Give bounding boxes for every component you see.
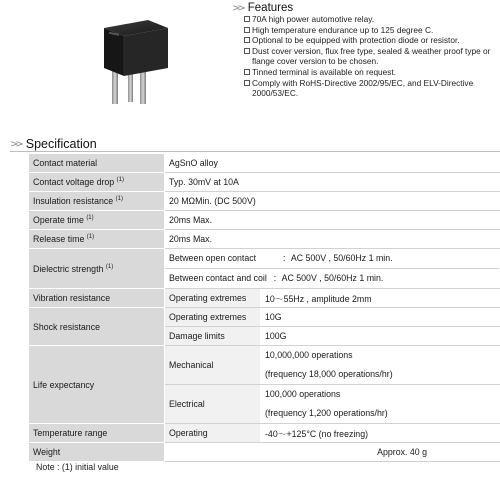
row-value: Approx. 40 g <box>165 443 500 462</box>
specification-table <box>28 153 500 462</box>
table-row <box>29 308 500 327</box>
specification-title: Specification <box>25 137 97 151</box>
row-label: Shock resistance <box>29 308 165 346</box>
checkbox-icon <box>244 48 250 54</box>
row-label: Contact voltage drop $^{(1)}$ <box>29 173 165 192</box>
table-row <box>29 230 500 249</box>
row-label: Insulation resistance $^{(1)}$ <box>29 192 165 211</box>
row-value: 10G <box>261 308 500 327</box>
table-row <box>29 249 500 289</box>
row-value: Between open contact ：AC 500V , 50/60Hz 1 min. Between contact and coil ：AC 500V , 50/60Hz 1 min. <box>165 249 500 289</box>
row-value: 100,000 operations (frequency 1,200 operations/hr) <box>261 385 500 424</box>
row-condition: Mechanical <box>165 346 261 385</box>
feature-item: 70A high power automotive relay. <box>244 14 500 25</box>
table-row <box>29 192 500 211</box>
checkbox-icon <box>244 27 250 33</box>
table-row <box>29 211 500 230</box>
checkbox-icon <box>244 16 250 22</box>
row-condition: Electrical <box>165 385 261 424</box>
footnote-marker: (1) <box>115 196 123 203</box>
row-label: Temperature range <box>29 424 165 443</box>
feature-item: Comply with RoHS-Directive 2002/95/EC, and ELV-Directive 2000/53/EC. <box>244 78 500 99</box>
row-value: 20ms Max. <box>165 230 500 249</box>
table-row <box>29 346 500 385</box>
row-label: Dielectric strength $^{(1)}$ <box>29 249 165 289</box>
feature-item: High temperature endurance up to 125 degree C. <box>244 25 500 36</box>
row-condition: Damage limits <box>165 327 261 346</box>
checkbox-icon <box>244 80 250 86</box>
row-value: 10,000,000 operations (frequency 18,000 operations/hr) <box>261 346 500 385</box>
row-label: Vibration resistance <box>29 289 165 308</box>
footnote-marker: (1) <box>116 177 124 184</box>
feature-item: Dust cover version, flux free type, sealed & weather proof type or flange cover version to be chosen. <box>244 46 500 67</box>
row-condition: Operating extremes <box>165 308 261 327</box>
feature-item: Tinned terminal is available on request. <box>244 67 500 78</box>
footnote: Note : (1) initial value <box>36 462 119 472</box>
features-list <box>244 14 500 99</box>
row-value: 20 MΩMin. (DC 500V) <box>165 192 500 211</box>
table-row <box>29 443 500 462</box>
row-label: Release time $^{(1)}$ <box>29 230 165 249</box>
table-row <box>29 173 500 192</box>
row-label: Life expectancy <box>29 346 165 424</box>
double-chevron-icon: >> <box>232 2 243 14</box>
footnote-marker: (1) <box>105 263 114 270</box>
relay-product-image <box>96 14 178 106</box>
feature-item: Optional to be equipped with protection diode or resistor. <box>244 35 500 46</box>
checkbox-icon <box>244 37 250 43</box>
row-value: AgSnO alloy <box>165 154 500 173</box>
footnote-marker: (1) <box>86 234 95 241</box>
row-value: 20ms Max. <box>165 211 500 230</box>
row-label: Weight <box>29 443 165 462</box>
table-row <box>29 154 500 173</box>
footnote-marker: (1) <box>86 215 94 222</box>
row-condition: Operating extremes <box>165 289 261 308</box>
row-value: 10～55Hz , amplitude 2mm <box>261 289 500 308</box>
row-label: Contact material <box>29 154 165 173</box>
row-condition: Operating <box>165 424 261 443</box>
table-row <box>29 424 500 443</box>
heading-divider <box>10 151 500 152</box>
features-title: Features <box>247 2 294 14</box>
double-chevron-icon: >> <box>10 138 21 150</box>
row-value: -40～+125°C (no freezing) <box>261 424 500 443</box>
row-label: Operate time $^{(1)}$ <box>29 211 165 230</box>
row-value: 100G <box>261 327 500 346</box>
row-value: Typ. 30mV at 10A <box>165 173 500 192</box>
features-heading <box>232 1 293 15</box>
table-row <box>29 289 500 308</box>
checkbox-icon <box>244 69 250 75</box>
specification-heading <box>10 137 97 151</box>
